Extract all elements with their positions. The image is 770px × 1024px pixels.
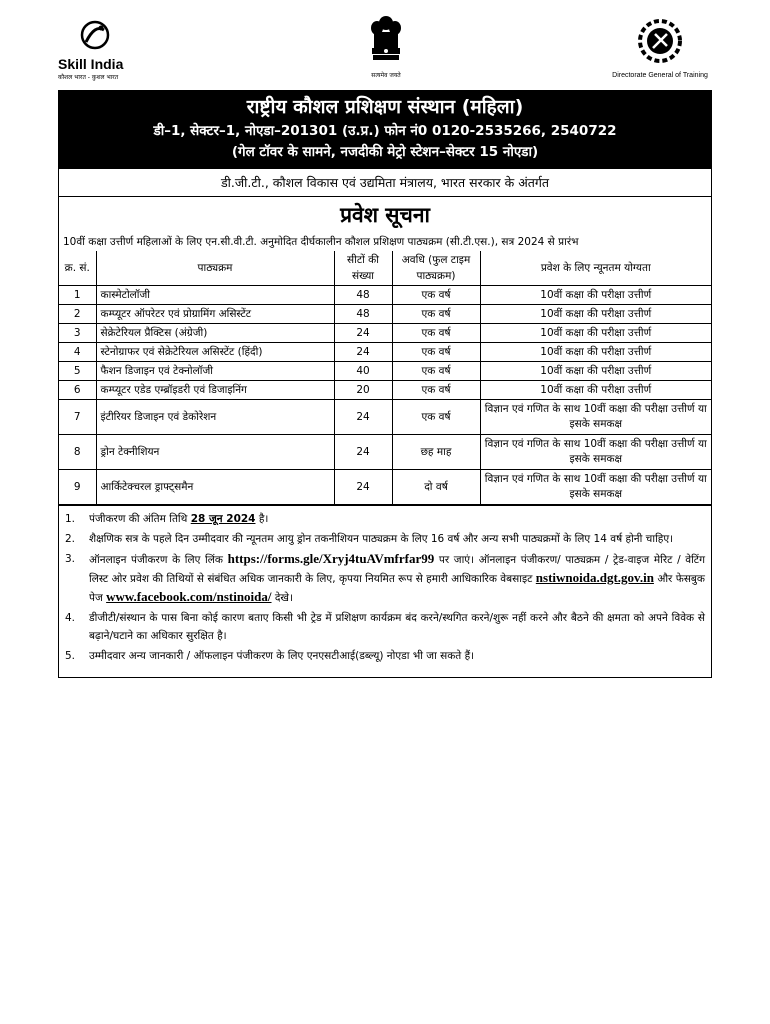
table-row xyxy=(59,400,711,435)
row-qualification: 10वीं कक्षा की परीक्षा उत्तीर्ण xyxy=(480,286,711,305)
row-sn: 1 xyxy=(59,286,96,305)
row-qualification: विज्ञान एवं गणित के साथ 10वीं कक्षा की परीक्षा उत्तीर्ण या इसके समकक्ष xyxy=(480,470,711,505)
skill-india-title: Skill India xyxy=(58,56,124,72)
row-sn: 4 xyxy=(59,343,96,362)
note-text xyxy=(89,550,705,607)
table-row xyxy=(59,305,711,324)
dgt-label: Directorate General of Training xyxy=(612,72,708,79)
row-duration: एक वर्ष xyxy=(392,305,480,324)
note-1-suffix: है। xyxy=(258,513,269,525)
table-row xyxy=(59,470,711,505)
note-number: 5. xyxy=(65,650,76,662)
note-item xyxy=(65,609,705,645)
note-item xyxy=(65,510,705,528)
row-qualification: 10वीं कक्षा की परीक्षा उत्तीर्ण xyxy=(480,381,711,400)
table-row xyxy=(59,381,711,400)
note-item xyxy=(65,647,705,665)
note-text: शैक्षणिक सत्र के पहले दिन उम्मीदवार की न्यूनतम आयु ड्रोन तकनीशियन पाठ्यक्रम के लिए 16 वर्ष और अन्य सभी पाठ्यक्रमों के लिए 14 वर्ष होनी चाहिए। xyxy=(89,533,674,545)
row-course: फैशन डिजाइन एवं टेक्नोलॉजी xyxy=(96,362,334,381)
note-1-text: पंजीकरण की अंतिम तिथि xyxy=(89,513,188,525)
institute-address: डी–1, सेक्टर–1, नोएडा–201301 (उ.प्र.) फोन नं0 0120-2535266, 2540722 xyxy=(153,123,617,139)
table-row xyxy=(59,324,711,343)
emblem-motto: सत्यमेव जयते xyxy=(371,72,401,79)
row-sn: 2 xyxy=(59,305,96,324)
note-number: 1. xyxy=(65,513,76,525)
row-duration: एक वर्ष xyxy=(392,381,480,400)
note-number: 4. xyxy=(65,612,76,624)
facebook-link[interactable]: www.facebook.com/nstinoida/ xyxy=(106,589,272,604)
col-header-duration: अवधि (फुल टाइम पाठ्यक्रम) xyxy=(392,251,480,286)
row-duration: एक वर्ष xyxy=(392,362,480,381)
col-header-sn: क्र. सं. xyxy=(59,251,96,286)
courses-table xyxy=(59,251,711,505)
row-seats: 40 xyxy=(334,362,392,381)
row-course: स्टेनोग्राफर एवं सेक्रेटेरियल असिस्टेंट (हिंदी) xyxy=(96,343,334,362)
row-duration: एक वर्ष xyxy=(392,286,480,305)
row-course: इंटीरियर डिजाइन एवं डेकोरेशन xyxy=(96,400,334,435)
row-sn: 8 xyxy=(59,435,96,470)
note-text: उम्मीदवार अन्य जानकारी / ऑफलाइन पंजीकरण के लिए एनएसटीआई(डब्ल्यू) नोएडा भी जा सकते हैं। xyxy=(89,650,475,662)
table-row xyxy=(59,362,711,381)
row-qualification: 10वीं कक्षा की परीक्षा उत्तीर्ण xyxy=(480,324,711,343)
row-seats: 24 xyxy=(334,324,392,343)
notice-page xyxy=(58,14,712,678)
row-duration: दो वर्ष xyxy=(392,470,480,505)
note-number: 2. xyxy=(65,533,76,545)
dgt-logo xyxy=(610,18,710,79)
row-seats: 20 xyxy=(334,381,392,400)
national-emblem xyxy=(350,14,422,79)
row-qualification: विज्ञान एवं गणित के साथ 10वीं कक्षा की परीक्षा उत्तीर्ण या इसके समकक्ष xyxy=(480,400,711,435)
row-sn: 6 xyxy=(59,381,96,400)
row-duration: छह माह xyxy=(392,435,480,470)
note-3-text: ऑनलाइन पंजीकरण के लिए लिंक xyxy=(89,554,223,566)
row-qualification: विज्ञान एवं गणित के साथ 10वीं कक्षा की परीक्षा उत्तीर्ण या इसके समकक्ष xyxy=(480,435,711,470)
note-item xyxy=(65,530,705,548)
last-date: 28 जून 2024 xyxy=(190,513,256,525)
dgt-gear-icon xyxy=(637,18,683,64)
logos-row xyxy=(58,14,712,90)
row-sn: 3 xyxy=(59,324,96,343)
table-row xyxy=(59,435,711,470)
row-course: कास्मेटोलॉजी xyxy=(96,286,334,305)
row-seats: 24 xyxy=(334,400,392,435)
row-seats: 48 xyxy=(334,286,392,305)
row-course: ड्रोन टेक्नीशियन xyxy=(96,435,334,470)
row-qualification: 10वीं कक्षा की परीक्षा उत्तीर्ण xyxy=(480,305,711,324)
notes-section xyxy=(58,506,712,678)
row-sn: 9 xyxy=(59,470,96,505)
table-row xyxy=(59,286,711,305)
note-text xyxy=(89,510,705,528)
row-duration: एक वर्ष xyxy=(392,400,480,435)
row-course: आर्किटेक्चरल ड्राफ्ट्समैन xyxy=(96,470,334,505)
row-course: कम्प्यूटर ऑपरेटर एवं प्रोग्रामिंग असिस्टेंट xyxy=(96,305,334,324)
note-3-mid-text: पर जाएं। ऑनलाइन पंजीकरण/ पाठ्यक्रम / ट्रेड-वाइज मेरिट / वेटिंग लिस्ट ओर प्रवेश की तिथियों से संबंधित अधिक जानकारी के लिए, कृपया नियमित रूप से हमारी आधिकारिक वेबसाइट xyxy=(89,554,706,585)
row-seats: 24 xyxy=(334,435,392,470)
row-course: सेक्रेटेरियल प्रैक्टिस (अंग्रेजी) xyxy=(96,324,334,343)
row-qualification: 10वीं कक्षा की परीक्षा उत्तीर्ण xyxy=(480,343,711,362)
website-link[interactable]: nstiwnoida.dgt.gov.in xyxy=(535,570,654,585)
col-header-seats: सीटों की संख्या xyxy=(334,251,392,286)
note-3-facebook-text: और फेसबुक पेज xyxy=(89,573,705,604)
row-course: कम्प्यूटर एडेड एम्ब्रॉइडरी एवं डिजाइनिंग xyxy=(96,381,334,400)
note-item xyxy=(65,550,705,607)
skill-india-tagline: कौशल भारत - कुशल भारत xyxy=(58,74,119,81)
ashoka-emblem-icon xyxy=(367,14,405,66)
note-number: 3. xyxy=(65,553,76,565)
notice-intro: 10वीं कक्षा उत्तीर्ण महिलाओं के लिए एन.सी.वी.टी. अनुमोदित दीर्घकालीन कौशल प्रशिक्षण पाठ्यक्रम (सी.टी.एस.), सत्र 2024 से प्रारंभ xyxy=(63,236,579,248)
institute-title: राष्ट्रीय कौशल प्रशिक्षण संस्थान (महिला) xyxy=(246,96,524,118)
notice-title: प्रवेश सूचना xyxy=(340,203,430,227)
row-seats: 24 xyxy=(334,470,392,505)
skill-india-icon xyxy=(80,20,110,50)
note-text: डीजीटी/संस्थान के पास बिना कोई कारण बताए किसी भी ट्रेड में प्रशिक्षण कार्यक्रम बंद करने/स्थगित करने/शुरू नहीं करने और बैठने की क्षमता को अपने विवेक से बढ़ाने/घटाने का अधिकार सुरक्षित है। xyxy=(89,612,705,642)
row-seats: 48 xyxy=(334,305,392,324)
row-seats: 24 xyxy=(334,343,392,362)
ministry-line: डी.जी.टी., कौशल विकास एवं उद्यमिता मंत्रालय, भारत सरकार के अंतर्गत xyxy=(59,169,711,197)
row-qualification: 10वीं कक्षा की परीक्षा उत्तीर्ण xyxy=(480,362,711,381)
registration-form-link[interactable]: https://forms.gle/Xryj4tuAVmfrfar99 xyxy=(227,551,435,566)
col-header-course: पाठ्यक्रम xyxy=(96,251,334,286)
institute-landmark: (गेल टॉवर के सामने, नजदीकी मेट्रो स्टेशन–सेक्टर 15 नोएडा) xyxy=(231,144,539,160)
note-3-suffix: देखे। xyxy=(274,592,294,604)
row-duration: एक वर्ष xyxy=(392,343,480,362)
row-duration: एक वर्ष xyxy=(392,324,480,343)
table-row xyxy=(59,343,711,362)
notice-box xyxy=(58,169,712,506)
row-sn: 7 xyxy=(59,400,96,435)
row-sn: 5 xyxy=(59,362,96,381)
skill-india-logo xyxy=(58,20,148,81)
table-header-row xyxy=(59,251,711,286)
col-header-qualification: प्रवेश के लिए न्यूनतम योग्यता xyxy=(480,251,711,286)
institute-header xyxy=(58,90,712,169)
